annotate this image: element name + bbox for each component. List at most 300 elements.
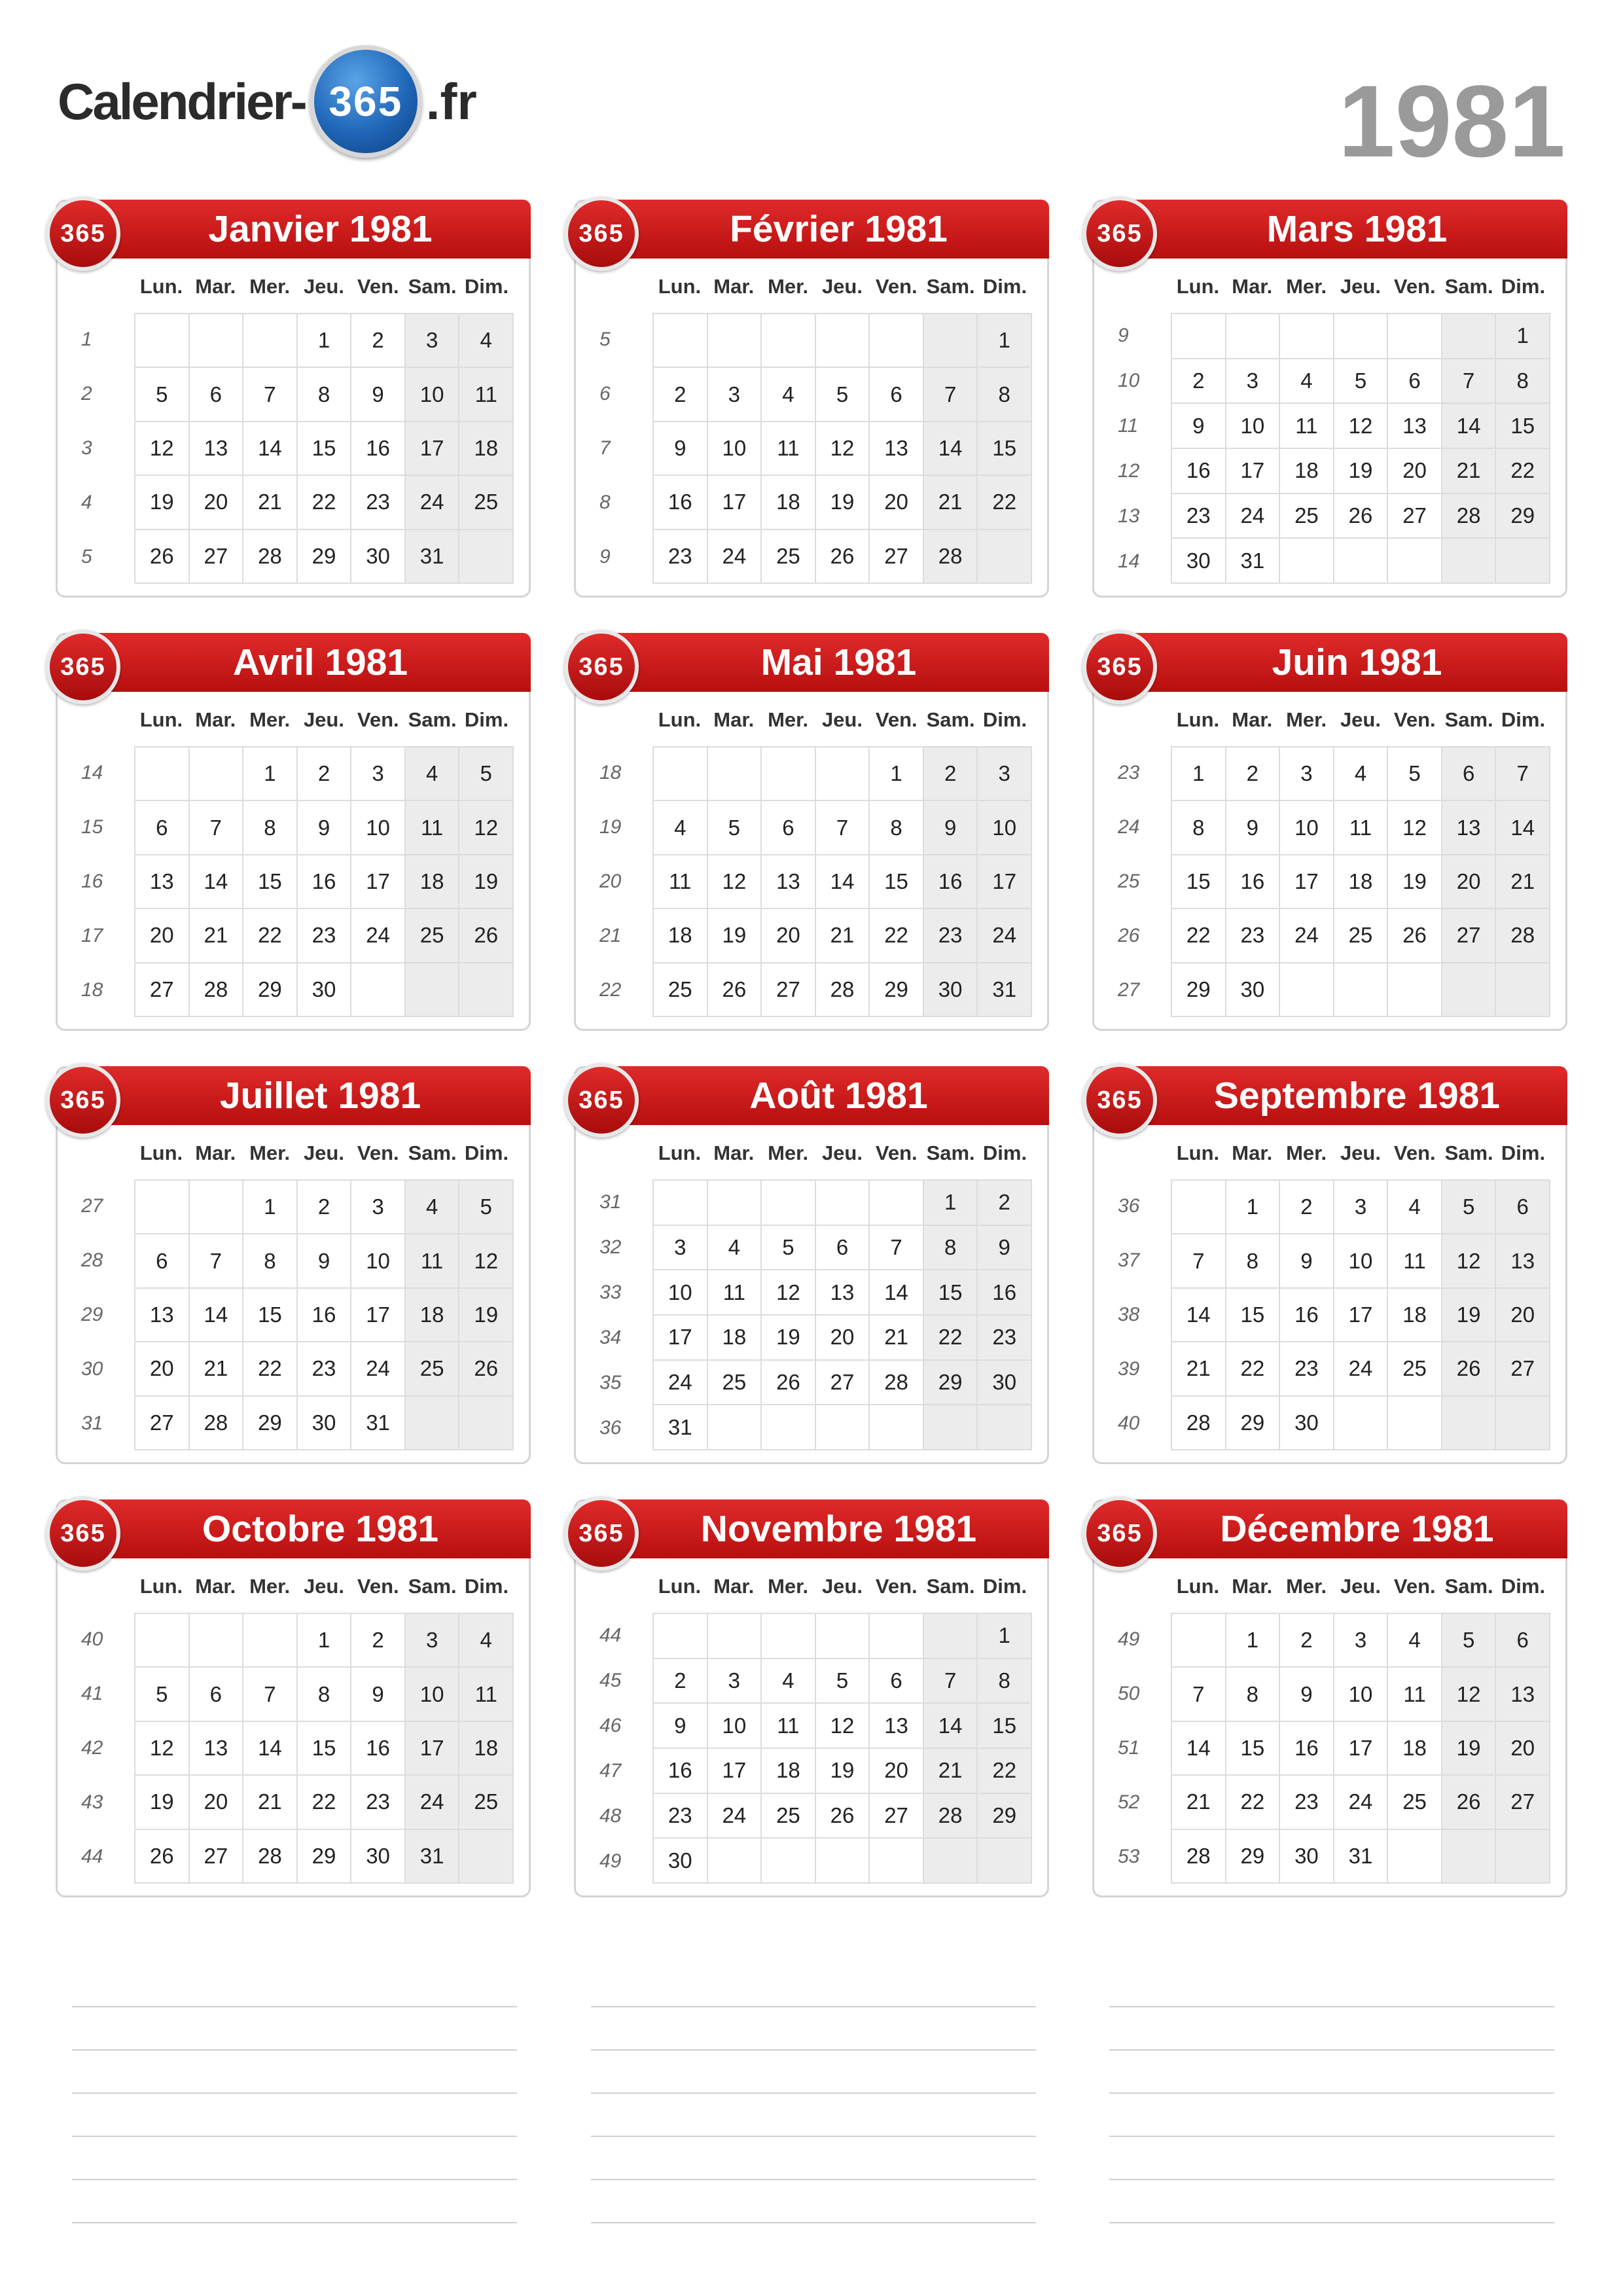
day-cell: 8 [1226, 1668, 1281, 1721]
day-cell: 17 [406, 422, 460, 476]
weekday-header [1171, 275, 1550, 298]
weekday-label: Lun. [1176, 708, 1220, 731]
day-cell: 5 [459, 1181, 514, 1234]
day-cell: 18 [1280, 449, 1334, 494]
day-cell: 4 [762, 368, 816, 422]
day-cell: 3 [406, 1614, 460, 1668]
day-cell: 18 [406, 1289, 460, 1342]
day-cell: 10 [708, 422, 762, 476]
weekday-label: Dim. [982, 1141, 1027, 1164]
empty-cell [1496, 539, 1550, 584]
empty-cell [654, 1181, 708, 1226]
day-cell: 6 [1442, 747, 1497, 801]
week-number: 44 [599, 1624, 622, 1646]
day-cell: 28 [190, 1397, 244, 1450]
day-cell: 3 [708, 368, 762, 422]
month-badge: 365 [46, 630, 120, 704]
day-cell: 21 [870, 1316, 924, 1361]
day-cell: 22 [924, 1316, 978, 1361]
day-grid [652, 313, 1032, 584]
day-cell: 19 [1388, 855, 1442, 909]
week-numbers [588, 746, 640, 1017]
day-cell: 21 [924, 1749, 978, 1794]
day-cell: 24 [654, 1361, 708, 1406]
week-number: 37 [1118, 1249, 1140, 1272]
month-calendar [56, 200, 531, 598]
day-cell: 1 [1172, 747, 1226, 801]
weekday-label: Mar. [1232, 275, 1273, 298]
day-cell: 26 [1388, 909, 1442, 963]
day-cell: 26 [135, 1830, 190, 1884]
day-cell: 16 [298, 855, 352, 909]
empty-cell [1172, 1614, 1226, 1668]
day-cell: 27 [816, 1361, 870, 1406]
day-cell: 7 [1442, 359, 1497, 404]
day-cell: 27 [135, 963, 190, 1017]
day-cell: 5 [459, 747, 514, 801]
weekday-label: Mar. [195, 1141, 236, 1164]
empty-cell [459, 530, 514, 584]
day-cell: 14 [243, 422, 298, 476]
weekday-label: Lun. [139, 275, 183, 298]
day-cell: 2 [978, 1181, 1032, 1226]
day-cell: 23 [298, 909, 352, 963]
month-badge: 365 [46, 1496, 120, 1571]
day-cell: 1 [1496, 314, 1550, 359]
day-cell: 9 [978, 1226, 1032, 1271]
day-cell: 19 [135, 1776, 190, 1829]
empty-cell [459, 1397, 514, 1450]
day-cell: 20 [1388, 449, 1442, 494]
day-cell: 13 [870, 1704, 924, 1749]
week-number: 46 [599, 1714, 622, 1736]
day-cell: 12 [135, 422, 190, 476]
day-cell: 12 [459, 1234, 514, 1288]
weekday-label: Mar. [195, 275, 236, 298]
week-numbers [1106, 1613, 1158, 1884]
day-cell: 4 [762, 1659, 816, 1704]
week-numbers [588, 1179, 640, 1450]
day-cell: 16 [351, 1722, 406, 1776]
weekday-label: Mar. [713, 1141, 755, 1164]
month-calendar [574, 200, 1049, 598]
day-cell: 18 [1388, 1722, 1442, 1776]
day-cell: 17 [406, 1722, 460, 1776]
day-cell: 27 [870, 530, 924, 584]
day-cell: 8 [1172, 801, 1226, 855]
day-cell: 30 [351, 530, 406, 584]
day-cell: 3 [1280, 747, 1334, 801]
week-number: 21 [599, 924, 622, 946]
month-title: Août 1981 [602, 1066, 1049, 1125]
weekday-label: Lun. [658, 1575, 702, 1598]
weekday-label: Jeu. [303, 275, 344, 298]
day-cell: 9 [298, 801, 352, 855]
week-numbers [588, 313, 640, 584]
week-number: 44 [81, 1845, 103, 1867]
week-number: 43 [81, 1791, 103, 1813]
day-cell: 16 [1280, 1289, 1334, 1342]
week-number: 10 [1118, 369, 1140, 391]
day-grid [134, 1613, 514, 1884]
day-grid [134, 1179, 514, 1450]
weekday-label: Mer. [768, 1575, 809, 1598]
day-cell: 22 [1226, 1776, 1281, 1829]
week-number: 24 [1118, 816, 1140, 838]
day-cell: 17 [1334, 1722, 1389, 1776]
day-cell: 1 [924, 1181, 978, 1226]
week-number: 1 [81, 329, 92, 351]
day-cell: 28 [1172, 1830, 1226, 1884]
day-cell: 18 [459, 422, 514, 476]
day-cell: 13 [190, 422, 244, 476]
day-cell: 20 [762, 909, 816, 963]
weekday-label: Mar. [195, 708, 236, 731]
day-cell: 23 [1280, 1342, 1334, 1396]
empty-cell [762, 747, 816, 801]
day-cell: 3 [351, 747, 406, 801]
empty-cell [351, 963, 406, 1017]
week-number: 52 [1118, 1791, 1140, 1813]
month-badge: 365 [564, 1063, 639, 1138]
month-badge: 365 [1082, 1496, 1157, 1571]
day-cell: 11 [1388, 1668, 1442, 1721]
day-cell: 28 [1496, 909, 1550, 963]
day-cell: 22 [978, 476, 1032, 529]
day-cell: 3 [1226, 359, 1281, 404]
day-grid [652, 1613, 1032, 1884]
week-numbers [588, 1613, 640, 1884]
day-cell: 13 [816, 1270, 870, 1316]
day-cell: 13 [1496, 1668, 1550, 1721]
empty-cell [924, 314, 978, 368]
empty-cell [870, 1181, 924, 1226]
day-cell: 26 [135, 530, 190, 584]
day-cell: 3 [1334, 1614, 1389, 1668]
day-cell: 23 [351, 1776, 406, 1829]
day-cell: 15 [298, 1722, 352, 1776]
day-cell: 9 [654, 422, 708, 476]
empty-cell [708, 1405, 762, 1450]
day-cell: 19 [459, 855, 514, 909]
day-cell: 15 [1226, 1289, 1281, 1342]
weekday-header [134, 275, 514, 298]
weekday-label: Sam. [1444, 1141, 1493, 1164]
day-cell: 14 [1496, 801, 1550, 855]
day-cell: 25 [762, 1794, 816, 1839]
weekday-label: Sam. [926, 275, 975, 298]
weekday-label: Jeu. [821, 1141, 863, 1164]
day-cell: 8 [298, 368, 352, 422]
day-cell: 22 [243, 909, 298, 963]
day-cell: 23 [924, 909, 978, 963]
day-cell: 16 [298, 1289, 352, 1342]
day-cell: 21 [1496, 855, 1550, 909]
week-number: 9 [1118, 324, 1129, 346]
weekday-label: Mar. [1232, 708, 1273, 731]
weekday-label: Jeu. [303, 1141, 344, 1164]
day-cell: 15 [1172, 855, 1226, 909]
day-cell: 11 [406, 1234, 460, 1288]
day-cell: 25 [1388, 1776, 1442, 1829]
day-cell: 20 [1496, 1722, 1550, 1776]
day-grid [1171, 1613, 1550, 1884]
day-cell: 12 [1442, 1668, 1497, 1721]
day-cell: 15 [1496, 404, 1550, 449]
empty-cell [816, 1181, 870, 1226]
day-cell: 22 [1172, 909, 1226, 963]
day-cell: 23 [1280, 1776, 1334, 1829]
empty-cell [190, 747, 244, 801]
day-cell: 16 [1172, 449, 1226, 494]
weekday-header [652, 275, 1032, 298]
week-number: 28 [81, 1249, 103, 1272]
day-cell: 25 [708, 1361, 762, 1406]
day-cell: 15 [870, 855, 924, 909]
day-cell: 26 [459, 1342, 514, 1396]
weekday-label: Jeu. [1340, 1141, 1381, 1164]
day-cell: 10 [978, 801, 1032, 855]
day-cell: 13 [1388, 404, 1442, 449]
weekday-label: Mer. [1286, 1575, 1327, 1598]
week-number: 20 [599, 870, 622, 892]
week-number: 8 [599, 491, 611, 513]
day-cell: 31 [406, 530, 460, 584]
empty-cell [816, 1839, 870, 1884]
week-number: 18 [599, 762, 622, 784]
weekday-label: Dim. [1501, 708, 1546, 731]
day-cell: 27 [1442, 909, 1497, 963]
weekday-label: Ven. [357, 1141, 399, 1164]
day-cell: 7 [870, 1226, 924, 1271]
week-number: 13 [1118, 505, 1140, 527]
weekday-label: Jeu. [821, 275, 863, 298]
empty-cell [1388, 963, 1442, 1017]
empty-cell [190, 314, 244, 368]
day-cell: 17 [1334, 1289, 1389, 1342]
day-cell: 25 [654, 963, 708, 1017]
day-cell: 7 [1496, 747, 1550, 801]
day-cell: 28 [870, 1361, 924, 1406]
day-cell: 31 [1334, 1830, 1389, 1884]
day-cell: 18 [459, 1722, 514, 1776]
day-cell: 4 [1388, 1181, 1442, 1234]
day-cell: 9 [298, 1234, 352, 1288]
empty-cell [978, 1405, 1032, 1450]
weekday-label: Dim. [1501, 1141, 1546, 1164]
weekday-label: Dim. [464, 275, 509, 298]
day-cell: 2 [654, 368, 708, 422]
week-number: 36 [1118, 1195, 1140, 1217]
day-cell: 16 [1226, 855, 1281, 909]
day-cell: 6 [1388, 359, 1442, 404]
day-cell: 29 [1226, 1397, 1281, 1450]
month-title: Septembre 1981 [1120, 1066, 1567, 1125]
day-cell: 20 [870, 476, 924, 529]
day-cell: 6 [135, 801, 190, 855]
day-cell: 10 [406, 368, 460, 422]
day-cell: 28 [1172, 1397, 1226, 1450]
weekday-header [1171, 1575, 1550, 1598]
day-cell: 8 [1496, 359, 1550, 404]
day-cell: 15 [978, 1704, 1032, 1749]
day-cell: 24 [406, 1776, 460, 1829]
day-cell: 13 [1496, 1234, 1550, 1288]
day-cell: 21 [924, 476, 978, 529]
day-cell: 29 [1226, 1830, 1281, 1884]
empty-cell [924, 1405, 978, 1450]
day-cell: 25 [406, 909, 460, 963]
weekday-label: Mer. [768, 275, 809, 298]
day-cell: 4 [1388, 1614, 1442, 1668]
day-cell: 20 [190, 476, 244, 529]
day-cell: 1 [1226, 1181, 1281, 1234]
day-cell: 12 [459, 801, 514, 855]
day-cell: 4 [1334, 747, 1389, 801]
week-number: 53 [1118, 1845, 1140, 1867]
day-cell: 26 [1334, 494, 1389, 539]
weekday-label: Lun. [139, 1141, 183, 1164]
day-cell: 21 [1172, 1342, 1226, 1396]
day-cell: 13 [190, 1722, 244, 1776]
day-cell: 9 [351, 368, 406, 422]
day-cell: 20 [135, 1342, 190, 1396]
day-cell: 11 [459, 368, 514, 422]
empty-cell [816, 314, 870, 368]
day-cell: 28 [924, 1794, 978, 1839]
day-cell: 11 [708, 1270, 762, 1316]
weekday-label: Ven. [1393, 275, 1436, 298]
month-badge: 365 [564, 630, 639, 704]
empty-cell [708, 747, 762, 801]
day-cell: 8 [1226, 1234, 1281, 1288]
logo-suffix: .fr [425, 72, 477, 130]
day-grid [652, 746, 1032, 1017]
day-cell: 30 [1226, 963, 1281, 1017]
day-cell: 30 [1280, 1397, 1334, 1450]
week-numbers [69, 1613, 122, 1884]
day-cell: 14 [816, 855, 870, 909]
day-cell: 30 [654, 1839, 708, 1884]
empty-cell [135, 747, 190, 801]
week-number: 33 [599, 1281, 622, 1303]
day-cell: 12 [135, 1722, 190, 1776]
empty-cell [406, 963, 460, 1017]
day-cell: 24 [1334, 1776, 1389, 1829]
day-cell: 23 [654, 1794, 708, 1839]
day-cell: 17 [351, 855, 406, 909]
weekday-label: Ven. [357, 708, 399, 731]
day-cell: 6 [190, 1668, 244, 1721]
day-cell: 14 [870, 1270, 924, 1316]
day-cell: 30 [298, 963, 352, 1017]
day-cell: 3 [1334, 1181, 1389, 1234]
day-cell: 25 [1334, 909, 1389, 963]
weekday-label: Mer. [1286, 275, 1327, 298]
day-cell: 21 [243, 1776, 298, 1829]
day-cell: 3 [708, 1659, 762, 1704]
day-cell: 26 [816, 530, 870, 584]
empty-cell [816, 1405, 870, 1450]
weekday-header [1171, 1141, 1550, 1165]
empty-cell [708, 1839, 762, 1884]
day-cell: 1 [978, 1614, 1032, 1659]
day-cell: 22 [1496, 449, 1550, 494]
week-number: 5 [81, 545, 92, 567]
day-cell: 24 [1334, 1342, 1389, 1396]
day-cell: 7 [243, 368, 298, 422]
day-cell: 29 [243, 963, 298, 1017]
day-cell: 9 [1280, 1668, 1334, 1721]
week-number: 7 [599, 437, 611, 459]
weekday-label: Jeu. [303, 1575, 344, 1598]
day-cell: 12 [708, 855, 762, 909]
day-cell: 18 [708, 1316, 762, 1361]
day-cell: 2 [1226, 747, 1281, 801]
day-cell: 4 [654, 801, 708, 855]
day-cell: 15 [1226, 1722, 1281, 1776]
weekday-label: Ven. [1393, 1575, 1436, 1598]
weekday-header [652, 1141, 1032, 1165]
empty-cell [1226, 314, 1281, 359]
day-cell: 5 [1442, 1614, 1497, 1668]
weekday-header [134, 1575, 514, 1598]
day-cell: 14 [1172, 1722, 1226, 1776]
day-cell: 18 [406, 855, 460, 909]
empty-cell [1334, 963, 1389, 1017]
weekday-label: Jeu. [821, 708, 863, 731]
day-cell: 6 [870, 1659, 924, 1704]
week-numbers [69, 746, 122, 1017]
day-cell: 31 [654, 1405, 708, 1450]
day-cell: 27 [190, 530, 244, 584]
day-cell: 22 [1226, 1342, 1281, 1396]
month-calendar [574, 633, 1049, 1031]
week-number: 40 [1118, 1412, 1140, 1434]
day-cell: 4 [1280, 359, 1334, 404]
day-cell: 8 [924, 1226, 978, 1271]
day-cell: 19 [816, 1749, 870, 1794]
week-number: 51 [1118, 1736, 1140, 1759]
day-cell: 21 [1172, 1776, 1226, 1829]
day-cell: 8 [243, 801, 298, 855]
week-number: 4 [81, 491, 92, 513]
weekday-label: Mar. [713, 275, 755, 298]
weekday-label: Jeu. [1340, 275, 1381, 298]
day-cell: 19 [1334, 449, 1389, 494]
weekday-label: Jeu. [1340, 708, 1381, 731]
day-cell: 5 [762, 1226, 816, 1271]
week-number: 32 [599, 1236, 622, 1258]
week-number: 3 [81, 437, 92, 459]
weekday-label: Ven. [875, 1141, 918, 1164]
day-cell: 2 [298, 747, 352, 801]
month-calendar [1092, 1499, 1567, 1897]
day-cell: 16 [351, 422, 406, 476]
day-cell: 11 [654, 855, 708, 909]
day-cell: 13 [762, 855, 816, 909]
day-cell: 22 [298, 476, 352, 529]
day-grid [1171, 746, 1550, 1017]
day-cell: 26 [708, 963, 762, 1017]
day-cell: 5 [708, 801, 762, 855]
weekday-label: Sam. [1444, 275, 1493, 298]
day-cell: 17 [708, 1749, 762, 1794]
day-cell: 2 [1172, 359, 1226, 404]
day-cell: 23 [1226, 909, 1281, 963]
empty-cell [1496, 1830, 1550, 1884]
day-cell: 16 [654, 1749, 708, 1794]
